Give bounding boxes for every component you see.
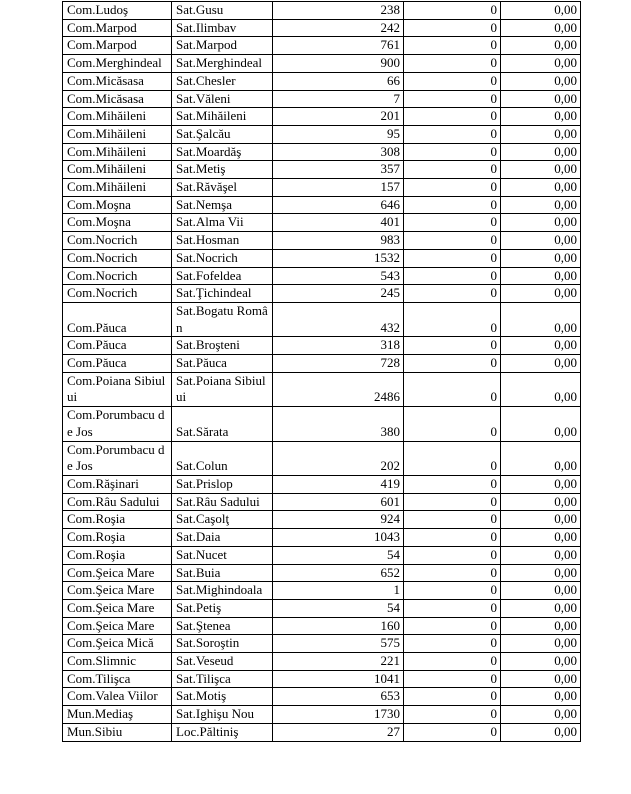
commune-cell: Com.Mihăileni <box>63 125 172 143</box>
value-cell: 201 <box>273 108 404 126</box>
amount-cell: 0,00 <box>501 37 581 55</box>
commune-cell: Com.Şeica Mare <box>63 617 172 635</box>
table-row <box>63 2 581 20</box>
amount-cell: 0,00 <box>501 355 581 373</box>
table-row <box>63 407 581 441</box>
commune-cell: Com.Roşia <box>63 529 172 547</box>
table-row <box>63 37 581 55</box>
commune-cell: Com.Mihăileni <box>63 108 172 126</box>
count-cell: 0 <box>404 37 501 55</box>
count-cell: 0 <box>404 19 501 37</box>
commune-cell: Com.Mihăileni <box>63 179 172 197</box>
locality-cell: Sat.Mihăileni <box>172 108 273 126</box>
locality-cell: Sat.Şalcău <box>172 125 273 143</box>
commune-cell: Com.Păuca <box>63 337 172 355</box>
locality-cell: Sat.Marpod <box>172 37 273 55</box>
value-cell: 432 <box>273 302 404 336</box>
value-cell: 652 <box>273 564 404 582</box>
amount-cell: 0,00 <box>501 196 581 214</box>
locality-cell: Sat.Poiana Sibiului <box>172 372 273 406</box>
commune-cell: Com.Şeica Mică <box>63 635 172 653</box>
locality-cell: Sat.Veseud <box>172 653 273 671</box>
amount-cell: 0,00 <box>501 108 581 126</box>
commune-cell: Com.Valea Viilor <box>63 688 172 706</box>
table-row <box>63 179 581 197</box>
commune-cell: Com.Moşna <box>63 214 172 232</box>
document-page <box>62 1 581 742</box>
count-cell: 0 <box>404 441 501 475</box>
value-cell: 66 <box>273 72 404 90</box>
table-row <box>63 599 581 617</box>
amount-cell: 0,00 <box>501 493 581 511</box>
locality-cell: Sat.Daia <box>172 529 273 547</box>
table-row <box>63 285 581 303</box>
count-cell: 0 <box>404 143 501 161</box>
value-cell: 1532 <box>273 249 404 267</box>
commune-cell: Com.Slimnic <box>63 653 172 671</box>
value-cell: 357 <box>273 161 404 179</box>
amount-cell: 0,00 <box>501 635 581 653</box>
locality-cell: Sat.Ilimbav <box>172 19 273 37</box>
count-cell: 0 <box>404 2 501 20</box>
locality-cell: Sat.Răvăşel <box>172 179 273 197</box>
amount-cell: 0,00 <box>501 564 581 582</box>
locality-cell: Sat.Soroştin <box>172 635 273 653</box>
locality-cell: Sat.Hosman <box>172 232 273 250</box>
value-cell: 419 <box>273 475 404 493</box>
locality-cell: Sat.Bogatu Român <box>172 302 273 336</box>
count-cell: 0 <box>404 653 501 671</box>
table-row <box>63 232 581 250</box>
count-cell: 0 <box>404 511 501 529</box>
table-row <box>63 706 581 724</box>
locality-cell: Sat.Caşolţ <box>172 511 273 529</box>
locality-cell: Sat.Alma Vii <box>172 214 273 232</box>
table-row <box>63 372 581 406</box>
count-cell: 0 <box>404 55 501 73</box>
count-cell: 0 <box>404 161 501 179</box>
table-row <box>63 493 581 511</box>
amount-cell: 0,00 <box>501 706 581 724</box>
locality-cell: Sat.Văleni <box>172 90 273 108</box>
value-cell: 245 <box>273 285 404 303</box>
value-cell: 646 <box>273 196 404 214</box>
amount-cell: 0,00 <box>501 617 581 635</box>
table-row <box>63 546 581 564</box>
locality-cell: Loc.Păltiniş <box>172 723 273 741</box>
commune-cell: Com.Râu Sadului <box>63 493 172 511</box>
amount-cell: 0,00 <box>501 688 581 706</box>
value-cell: 7 <box>273 90 404 108</box>
table-row <box>63 302 581 336</box>
value-cell: 1730 <box>273 706 404 724</box>
amount-cell: 0,00 <box>501 72 581 90</box>
amount-cell: 0,00 <box>501 19 581 37</box>
count-cell: 0 <box>404 475 501 493</box>
amount-cell: 0,00 <box>501 125 581 143</box>
locality-cell: Sat.Metiş <box>172 161 273 179</box>
locality-cell: Sat.Motiş <box>172 688 273 706</box>
amount-cell: 0,00 <box>501 653 581 671</box>
table-row <box>63 723 581 741</box>
count-cell: 0 <box>404 582 501 600</box>
value-cell: 380 <box>273 407 404 441</box>
amount-cell: 0,00 <box>501 582 581 600</box>
value-cell: 728 <box>273 355 404 373</box>
locality-cell: Sat.Fofeldea <box>172 267 273 285</box>
amount-cell: 0,00 <box>501 529 581 547</box>
commune-cell: Com.Şeica Mare <box>63 582 172 600</box>
amount-cell: 0,00 <box>501 511 581 529</box>
table-row <box>63 249 581 267</box>
locality-cell: Sat.Nocrich <box>172 249 273 267</box>
value-cell: 401 <box>273 214 404 232</box>
value-cell: 95 <box>273 125 404 143</box>
table-row <box>63 337 581 355</box>
locality-cell: Sat.Colun <box>172 441 273 475</box>
locality-cell: Sat.Râu Sadului <box>172 493 273 511</box>
amount-cell: 0,00 <box>501 546 581 564</box>
value-cell: 543 <box>273 267 404 285</box>
locality-cell: Sat.Nemşa <box>172 196 273 214</box>
commune-cell: Com.Ludoş <box>63 2 172 20</box>
commune-cell: Com.Moşna <box>63 196 172 214</box>
locality-cell: Sat.Chesler <box>172 72 273 90</box>
count-cell: 0 <box>404 355 501 373</box>
commune-cell: Com.Mihăileni <box>63 161 172 179</box>
commune-cell: Com.Micăsasa <box>63 72 172 90</box>
amount-cell: 0,00 <box>501 285 581 303</box>
amount-cell: 0,00 <box>501 441 581 475</box>
count-cell: 0 <box>404 564 501 582</box>
commune-cell: Com.Roşia <box>63 546 172 564</box>
count-cell: 0 <box>404 285 501 303</box>
table-row <box>63 441 581 475</box>
commune-cell: Mun.Sibiu <box>63 723 172 741</box>
localities-table <box>62 1 581 742</box>
commune-cell: Com.Nocrich <box>63 267 172 285</box>
locality-cell: Sat.Ighişu Nou <box>172 706 273 724</box>
value-cell: 1 <box>273 582 404 600</box>
table-body <box>63 2 581 742</box>
count-cell: 0 <box>404 706 501 724</box>
count-cell: 0 <box>404 179 501 197</box>
locality-cell: Sat.Prislop <box>172 475 273 493</box>
amount-cell: 0,00 <box>501 249 581 267</box>
count-cell: 0 <box>404 90 501 108</box>
commune-cell: Com.Nocrich <box>63 249 172 267</box>
value-cell: 2486 <box>273 372 404 406</box>
table-row <box>63 582 581 600</box>
value-cell: 601 <box>273 493 404 511</box>
commune-cell: Mun.Mediaş <box>63 706 172 724</box>
value-cell: 653 <box>273 688 404 706</box>
commune-cell: Com.Răşinari <box>63 475 172 493</box>
count-cell: 0 <box>404 372 501 406</box>
table-row <box>63 90 581 108</box>
commune-cell: Com.Marpod <box>63 19 172 37</box>
commune-cell: Com.Porumbacu de Jos <box>63 407 172 441</box>
amount-cell: 0,00 <box>501 670 581 688</box>
commune-cell: Com.Merghindeal <box>63 55 172 73</box>
value-cell: 318 <box>273 337 404 355</box>
locality-cell: Sat.Sărata <box>172 407 273 441</box>
commune-cell: Com.Nocrich <box>63 285 172 303</box>
locality-cell: Sat.Gusu <box>172 2 273 20</box>
table-row <box>63 564 581 582</box>
locality-cell: Sat.Moardăş <box>172 143 273 161</box>
value-cell: 54 <box>273 546 404 564</box>
commune-cell: Com.Păuca <box>63 355 172 373</box>
count-cell: 0 <box>404 635 501 653</box>
count-cell: 0 <box>404 670 501 688</box>
amount-cell: 0,00 <box>501 337 581 355</box>
value-cell: 575 <box>273 635 404 653</box>
count-cell: 0 <box>404 249 501 267</box>
amount-cell: 0,00 <box>501 723 581 741</box>
table-row <box>63 72 581 90</box>
commune-cell: Com.Poiana Sibiului <box>63 372 172 406</box>
value-cell: 27 <box>273 723 404 741</box>
locality-cell: Sat.Broşteni <box>172 337 273 355</box>
amount-cell: 0,00 <box>501 599 581 617</box>
table-row <box>63 688 581 706</box>
table-row <box>63 55 581 73</box>
count-cell: 0 <box>404 617 501 635</box>
count-cell: 0 <box>404 214 501 232</box>
commune-cell: Com.Tilişca <box>63 670 172 688</box>
value-cell: 221 <box>273 653 404 671</box>
locality-cell: Sat.Petiş <box>172 599 273 617</box>
value-cell: 1041 <box>273 670 404 688</box>
count-cell: 0 <box>404 493 501 511</box>
count-cell: 0 <box>404 267 501 285</box>
locality-cell: Sat.Buia <box>172 564 273 582</box>
table-row <box>63 125 581 143</box>
table-row <box>63 196 581 214</box>
count-cell: 0 <box>404 72 501 90</box>
amount-cell: 0,00 <box>501 143 581 161</box>
amount-cell: 0,00 <box>501 302 581 336</box>
commune-cell: Com.Păuca <box>63 302 172 336</box>
count-cell: 0 <box>404 529 501 547</box>
amount-cell: 0,00 <box>501 232 581 250</box>
amount-cell: 0,00 <box>501 161 581 179</box>
locality-cell: Sat.Ţichindeal <box>172 285 273 303</box>
table-row <box>63 653 581 671</box>
table-row <box>63 355 581 373</box>
count-cell: 0 <box>404 302 501 336</box>
value-cell: 157 <box>273 179 404 197</box>
table-row <box>63 267 581 285</box>
value-cell: 54 <box>273 599 404 617</box>
table-row <box>63 143 581 161</box>
amount-cell: 0,00 <box>501 2 581 20</box>
amount-cell: 0,00 <box>501 475 581 493</box>
table-row <box>63 529 581 547</box>
commune-cell: Com.Şeica Mare <box>63 599 172 617</box>
locality-cell: Sat.Ştenea <box>172 617 273 635</box>
commune-cell: Com.Şeica Mare <box>63 564 172 582</box>
commune-cell: Com.Nocrich <box>63 232 172 250</box>
count-cell: 0 <box>404 599 501 617</box>
count-cell: 0 <box>404 723 501 741</box>
value-cell: 900 <box>273 55 404 73</box>
count-cell: 0 <box>404 196 501 214</box>
commune-cell: Com.Mihăileni <box>63 143 172 161</box>
commune-cell: Com.Porumbacu de Jos <box>63 441 172 475</box>
amount-cell: 0,00 <box>501 267 581 285</box>
table-row <box>63 19 581 37</box>
value-cell: 202 <box>273 441 404 475</box>
table-row <box>63 161 581 179</box>
locality-cell: Sat.Nucet <box>172 546 273 564</box>
amount-cell: 0,00 <box>501 372 581 406</box>
table-row <box>63 475 581 493</box>
value-cell: 242 <box>273 19 404 37</box>
count-cell: 0 <box>404 688 501 706</box>
amount-cell: 0,00 <box>501 214 581 232</box>
count-cell: 0 <box>404 407 501 441</box>
locality-cell: Sat.Tilişca <box>172 670 273 688</box>
count-cell: 0 <box>404 337 501 355</box>
value-cell: 238 <box>273 2 404 20</box>
count-cell: 0 <box>404 125 501 143</box>
value-cell: 160 <box>273 617 404 635</box>
count-cell: 0 <box>404 232 501 250</box>
commune-cell: Com.Marpod <box>63 37 172 55</box>
amount-cell: 0,00 <box>501 407 581 441</box>
table-row <box>63 214 581 232</box>
value-cell: 1043 <box>273 529 404 547</box>
value-cell: 983 <box>273 232 404 250</box>
table-row <box>63 108 581 126</box>
commune-cell: Com.Micăsasa <box>63 90 172 108</box>
table-row <box>63 635 581 653</box>
commune-cell: Com.Roşia <box>63 511 172 529</box>
table-row <box>63 617 581 635</box>
locality-cell: Sat.Mighindoala <box>172 582 273 600</box>
locality-cell: Sat.Merghindeal <box>172 55 273 73</box>
value-cell: 924 <box>273 511 404 529</box>
locality-cell: Sat.Păuca <box>172 355 273 373</box>
value-cell: 761 <box>273 37 404 55</box>
amount-cell: 0,00 <box>501 55 581 73</box>
value-cell: 308 <box>273 143 404 161</box>
table-row <box>63 670 581 688</box>
amount-cell: 0,00 <box>501 179 581 197</box>
count-cell: 0 <box>404 546 501 564</box>
count-cell: 0 <box>404 108 501 126</box>
amount-cell: 0,00 <box>501 90 581 108</box>
table-row <box>63 511 581 529</box>
